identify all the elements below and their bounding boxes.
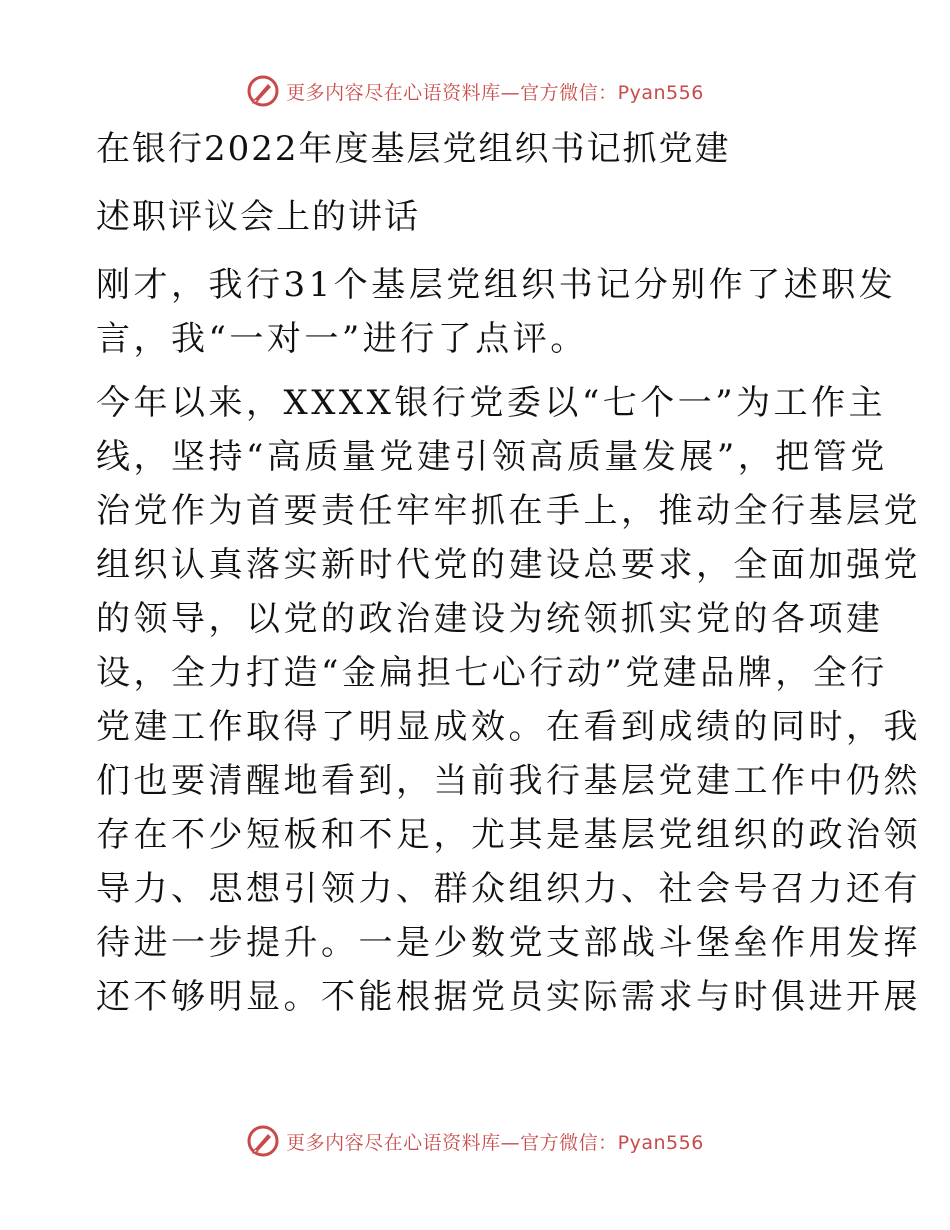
- paragraph-2-line-5: 的领导，以党的政治建设为统领抓实党的各项建: [96, 599, 884, 639]
- watermark-text: 更多内容尽在心语资料库—官方微信：Pyan556: [286, 81, 704, 104]
- paragraph-2-line-4: 组织认真落实新时代党的建设总要求，全面加强党: [96, 545, 921, 585]
- paragraph-2-line-10: 导力、思想引领力、群众组织力、社会号召力还有: [96, 869, 921, 909]
- pen-circle-logo-icon: [246, 1124, 280, 1158]
- footer-watermark: [0, 1124, 950, 1158]
- watermark-text: 更多内容尽在心语资料库—官方微信：Pyan556: [286, 1131, 704, 1154]
- paragraph-2-line-7: 党建工作取得了明显成效。在看到成绩的同时，我: [96, 707, 921, 747]
- paragraph-2-line-8: 们也要清醒地看到，当前我行基层党建工作中仍然: [96, 761, 921, 801]
- title-line-1: 在银行2022年度基层党组织书记抓党建: [96, 129, 731, 169]
- paragraph-2-line-1: 今年以来，XXXX银行党委以“七个一”为工作主: [96, 383, 887, 423]
- document-body: [96, 122, 921, 1024]
- paragraph-1-line-2: 言，我“一对一”进行了点评。: [96, 319, 588, 359]
- paragraph-2-line-12: 还不够明显。不能根据党员实际需求与时俱进开展: [96, 977, 921, 1017]
- paragraph-2-line-3: 治党作为首要责任牢牢抓在手上，推动全行基层党: [96, 491, 921, 531]
- header-watermark: [0, 74, 950, 108]
- title-line-2: 述职评议会上的讲话: [96, 197, 420, 237]
- paragraph-1-line-1: 刚才，我行31个基层党组织书记分别作了述职发: [96, 265, 897, 305]
- paragraph-2-line-6: 设，全力打造“金扁担七心行动”党建品牌，全行: [96, 653, 888, 693]
- paragraph-2-line-2: 线，坚持“高质量党建引领高质量发展”，把管党: [96, 437, 888, 477]
- pen-circle-logo-icon: [246, 74, 280, 108]
- paragraph-2-line-9: 存在不少短板和不足，尤其是基层党组织的政治领: [96, 815, 921, 855]
- paragraph-2-line-11: 待进一步提升。一是少数党支部战斗堡垒作用发挥: [96, 923, 921, 963]
